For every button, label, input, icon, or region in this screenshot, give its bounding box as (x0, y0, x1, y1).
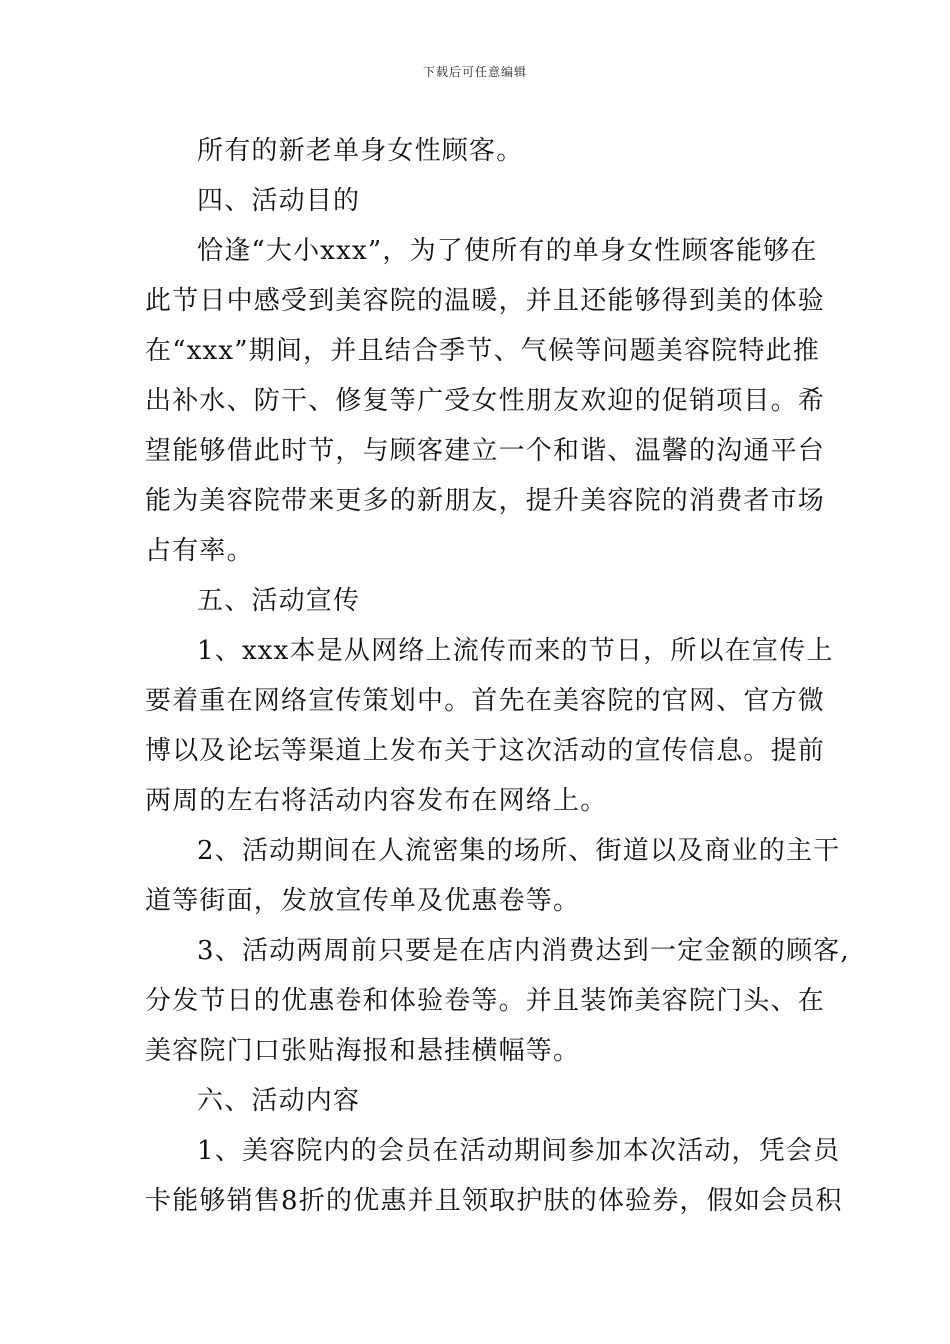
paragraph-line: 两周的左右将活动内容发布在网络上。 (145, 786, 608, 816)
paragraph-line: 分发节日的优惠卷和体验卷等。并且装饰美容院门头、在 (145, 986, 826, 1016)
page-header: 下载后可任意编辑 (422, 65, 527, 79)
paragraph-line: 恰逢“大小xxx”，为了使所有的单身女性顾客能够在 (197, 236, 818, 266)
paragraph-line: 3、活动两周前只要是在店内消费达到一定金额的顾客, (197, 936, 850, 966)
paragraph-line: 美容院门口张贴海报和悬挂横幅等。 (145, 1036, 581, 1066)
paragraph-line: 2、活动期间在人流密集的场所、街道以及商业的主干 (197, 836, 841, 866)
paragraph-line: 能为美容院带来更多的新朋友，提升美容院的消费者市场 (145, 486, 826, 516)
paragraph-line: 道等街面，发放宣传单及优惠卷等。 (145, 886, 581, 916)
paragraph-line: 1、美容院内的会员在活动期间参加本次活动，凭会员 (197, 1136, 841, 1166)
paragraph-line: 在“xxx”期间，并且结合季节、气候等问题美容院特此推 (145, 336, 820, 366)
section-heading: 六、活动内容 (197, 1086, 361, 1116)
paragraph-line: 1、xxx本是从网络上流传而来的节日，所以在宣传上 (197, 636, 834, 666)
paragraph-line: 所有的新老单身女性顾客。 (197, 136, 524, 166)
document-body (145, 126, 850, 1226)
paragraph-line: 占有率。 (145, 536, 254, 566)
section-heading: 五、活动宣传 (197, 586, 361, 616)
section-heading: 四、活动目的 (197, 186, 361, 216)
paragraph-line: 望能够借此时节，与顾客建立一个和谐、温馨的沟通平台 (145, 436, 826, 466)
paragraph-line: 博以及论坛等渠道上发布关于这次活动的宣传信息。提前 (145, 736, 826, 766)
paragraph-line: 此节日中感受到美容院的温暖，并且还能够得到美的体验 (145, 286, 826, 316)
paragraph-line: 卡能够销售8折的优惠并且领取护肤的体验券，假如会员积 (145, 1186, 843, 1216)
paragraph-line: 要着重在网络宣传策划中。首先在美容院的官网、官方微 (145, 686, 826, 716)
paragraph-line: 出补水、防干、修复等广受女性朋友欢迎的促销项目。希 (145, 386, 826, 416)
